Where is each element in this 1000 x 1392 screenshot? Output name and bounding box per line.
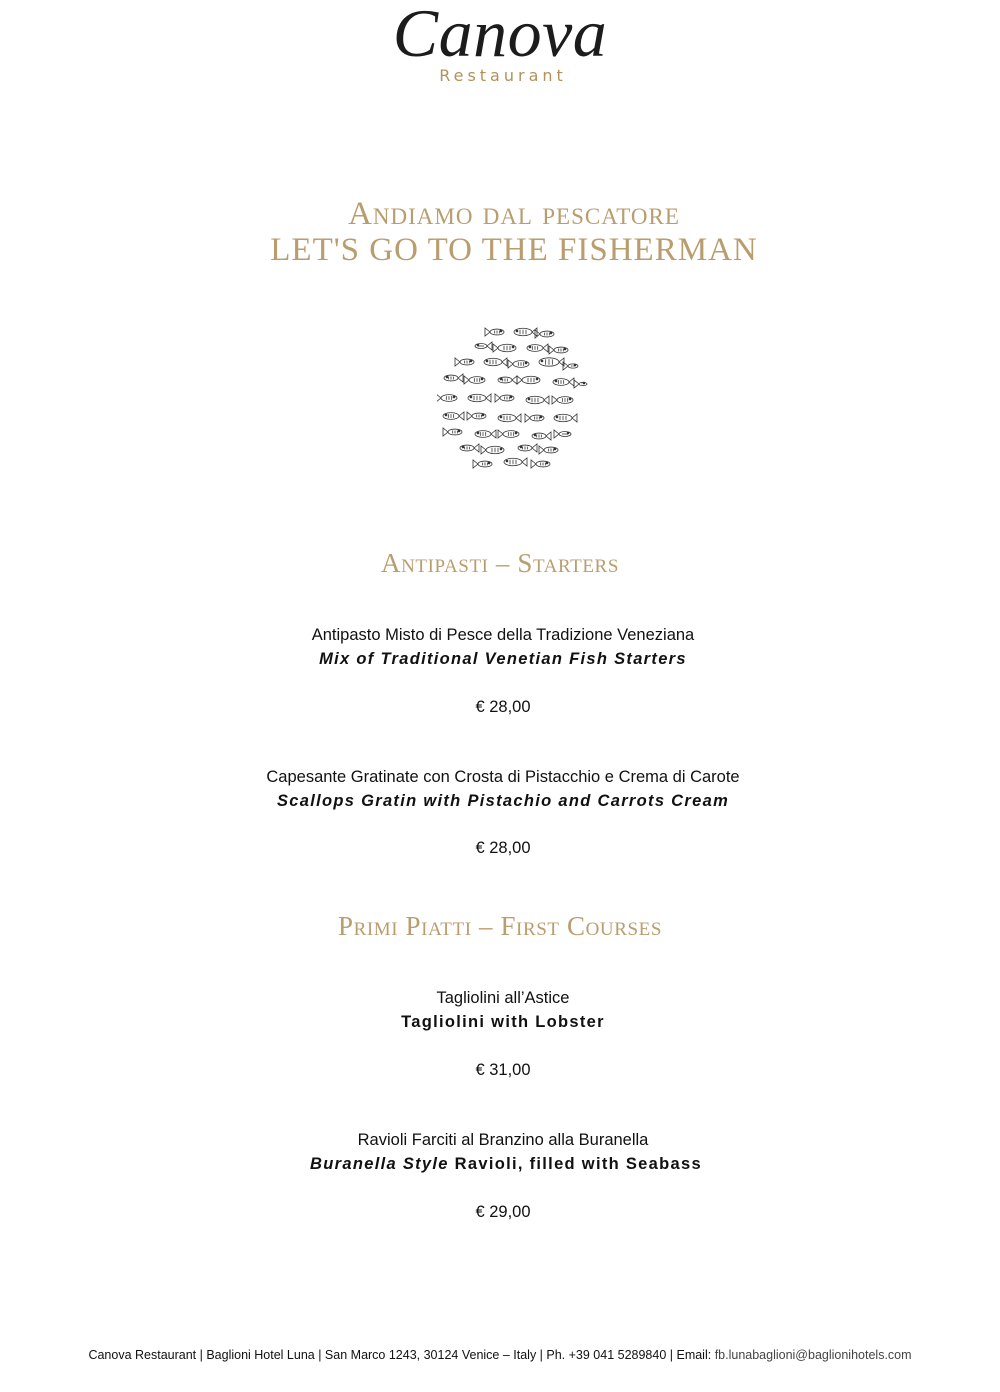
- fish-shape: [455, 358, 474, 366]
- fish-shape: [468, 394, 491, 402]
- fish-shape: [485, 328, 504, 336]
- fish-shape: [495, 394, 514, 402]
- fish-shape: [526, 396, 549, 404]
- fish-shape: [553, 378, 574, 386]
- fish-shape: [539, 358, 564, 366]
- dish-price: € 28,00: [475, 698, 531, 716]
- fish-shape: [518, 444, 537, 452]
- fish-shape: [532, 432, 551, 440]
- dish-english-name-rest: Ravioli, filled with Seabass: [448, 1155, 702, 1173]
- fish-shape: [554, 414, 577, 422]
- dish-english-name-text: Scallops Gratin with Pistachio and Carrots Cream: [276, 792, 730, 810]
- fish-shape: [481, 446, 504, 454]
- fish-shape: [460, 444, 479, 452]
- section-title-first-courses: Primi Piatti – First Courses: [337, 911, 663, 941]
- fish-shape: [475, 342, 492, 350]
- dish-english-name-italic: Buranella Style: [310, 1155, 449, 1173]
- dish-price: € 31,00: [475, 1061, 531, 1079]
- fish-shape: [473, 460, 492, 468]
- fish-shape: [504, 458, 527, 466]
- fish-shape: [525, 414, 544, 422]
- fish-shape: [443, 428, 462, 436]
- fish-shape: [531, 460, 550, 468]
- fish-shape: [549, 346, 568, 354]
- dish-english-name: [6, 1155, 1000, 1174]
- fish-shape: [514, 328, 537, 336]
- fish-shape: [554, 430, 571, 438]
- dish-italian-name: Antipasto Misto di Pesce della Tradizione Veneziana: [311, 626, 695, 644]
- footer-email-link[interactable]: fb.lunabaglioni@baglionihotels.com: [714, 1348, 912, 1362]
- fish-shape: [467, 412, 486, 420]
- fish-school-icon: [437, 322, 593, 474]
- dish-english-name: Tagliolini with Lobster: [401, 1013, 605, 1031]
- fish-shape: [539, 446, 558, 454]
- fish-shape: [563, 362, 578, 370]
- restaurant-logo-subtitle: Restaurant: [439, 66, 567, 85]
- dish-italian-name: Tagliolini all’Astice: [436, 989, 570, 1007]
- dish-english-name: [3, 792, 1000, 811]
- fish-shape: [484, 358, 507, 366]
- fish-shape: [527, 344, 548, 352]
- dish-price: € 28,00: [475, 839, 531, 857]
- restaurant-logo: Canova: [392, 0, 608, 71]
- fish-shape: [464, 376, 485, 384]
- menu-title-english: LET'S GO TO THE FISHERMAN: [270, 232, 758, 268]
- fish-shape: [498, 414, 521, 422]
- dish-english-name-text: Mix of Traditional Venetian Fish Starters: [319, 650, 687, 668]
- fish-shape: [444, 374, 463, 382]
- fish-shape: [535, 330, 554, 338]
- dish-italian-name: Ravioli Farciti al Branzino alla Buranella: [357, 1131, 649, 1149]
- fish-shape: [443, 412, 464, 420]
- fish-shape: [493, 344, 516, 352]
- section-title-starters: Antipasti – Starters: [380, 548, 619, 578]
- fish-shape: [574, 380, 587, 388]
- fish-shape: [517, 376, 540, 384]
- fish-shape: [552, 396, 573, 404]
- fish-shape: [437, 394, 457, 402]
- fish-shape: [498, 430, 519, 438]
- fish-shape: [508, 360, 529, 368]
- dish-english-name: [3, 650, 1000, 669]
- menu-title-italian: Andiamo dal pescatore: [348, 196, 680, 232]
- dish-italian-name: Capesante Gratinate con Crosta di Pistacchio e Crema di Carote: [266, 768, 740, 786]
- dish-price: € 29,00: [475, 1203, 531, 1221]
- footer-text: Canova Restaurant | Baglioni Hotel Luna | San Marco 1243, 30124 Venice – Italy | Ph. +39 041 5289840 | Email:: [88, 1348, 715, 1362]
- footer-contact: [0, 1348, 1000, 1362]
- fish-shape: [498, 376, 517, 384]
- fish-shape: [475, 430, 496, 438]
